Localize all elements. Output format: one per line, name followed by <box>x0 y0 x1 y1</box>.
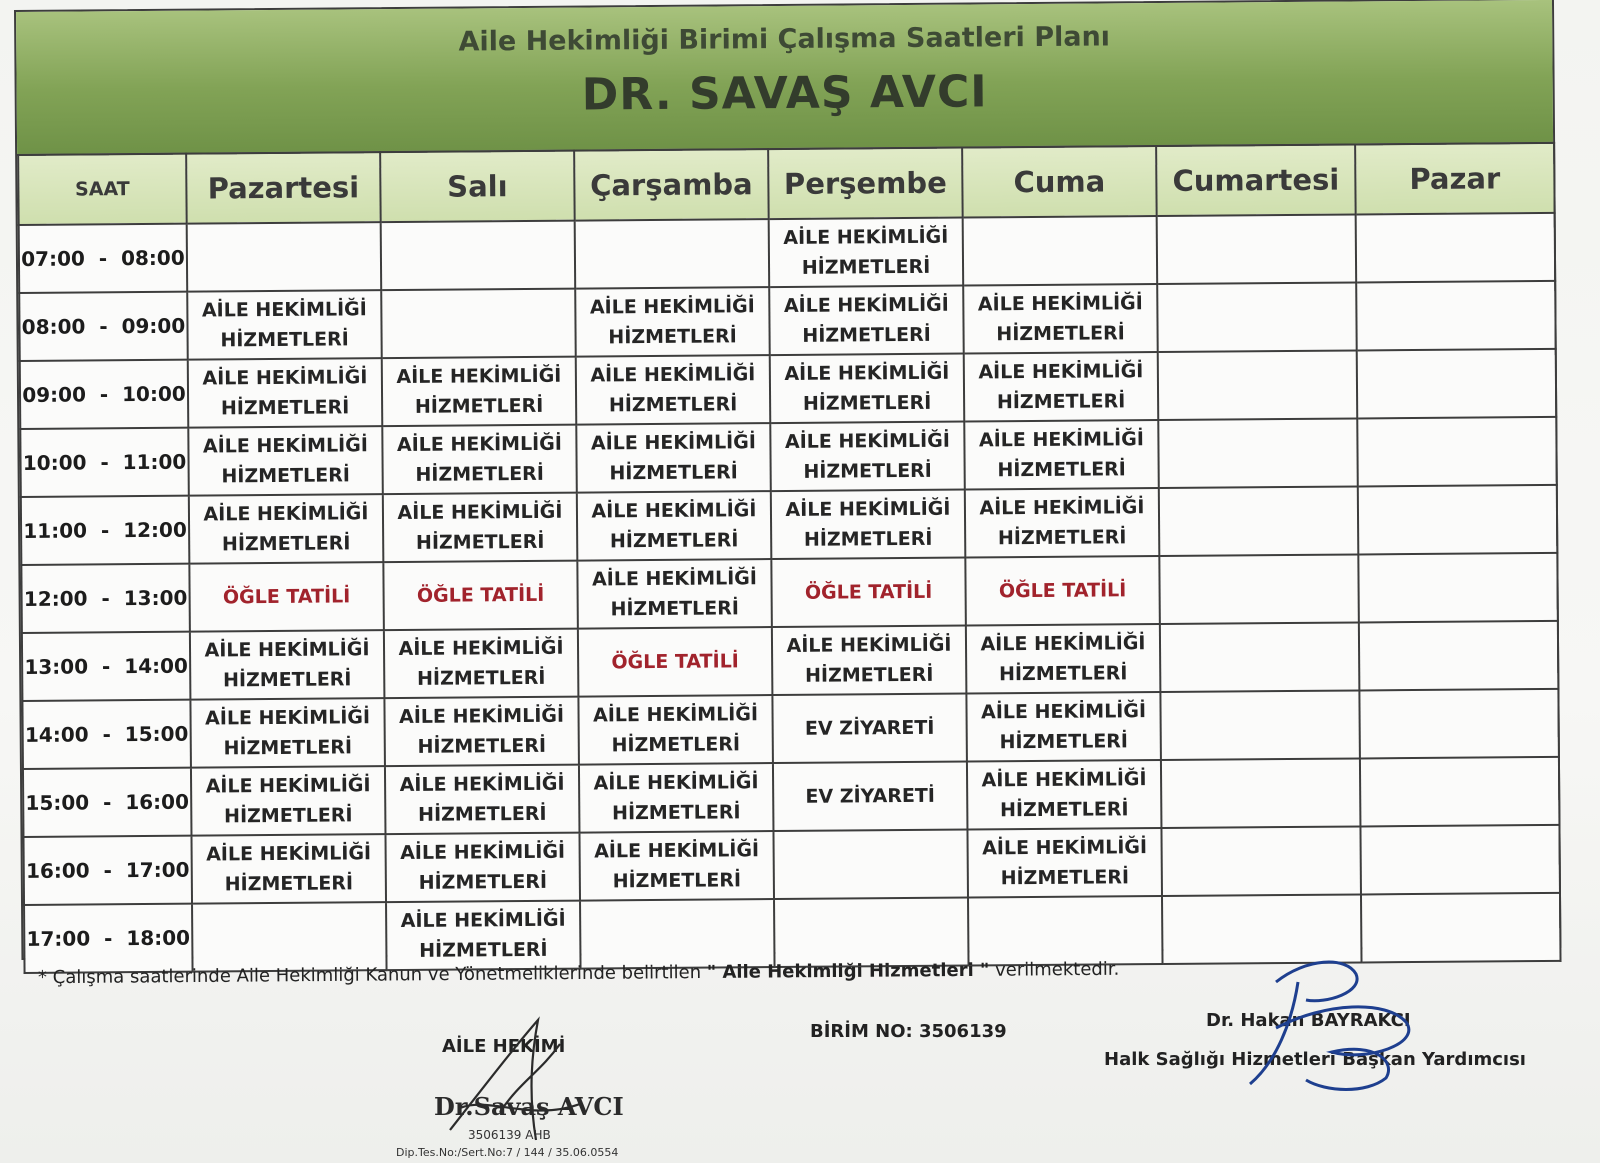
doctor-title: DR. SAVAŞ AVCI <box>581 66 988 121</box>
footnote-text: * Çalışma saatlerinde Aile Hekimliği Kanun ve Yönetmeliklerinde belirtilen <box>37 961 707 989</box>
schedule-cell-saturday <box>1160 622 1360 692</box>
stamp-diploma-number: Dip.Tes.No:/Sert.No:7 / 144 / 35.06.0554 <box>396 1146 619 1159</box>
schedule-cell-friday: ÖĞLE TATİLİ <box>965 556 1160 626</box>
time-slot: 08:00 - 09:00 <box>19 292 188 361</box>
schedule-cell-saturday <box>1157 282 1357 352</box>
column-header-sunday: Pazar <box>1355 143 1555 215</box>
schedule-cell-thursday: ÖĞLE TATİLİ <box>771 558 966 628</box>
time-slot: 07:00 - 08:00 <box>19 224 188 293</box>
schedule-cell-monday <box>192 902 387 972</box>
schedule-cell-tuesday: AİLE HEKİMLİĞİ HİZMETLERİ <box>386 901 581 971</box>
schedule-cell-friday: AİLE HEKİMLİĞİ HİZMETLERİ <box>964 352 1159 422</box>
schedule-cell-sunday <box>1356 213 1556 283</box>
column-header-thursday: Perşembe <box>768 148 963 220</box>
schedule-cell-monday: AİLE HEKİMLİĞİ HİZMETLERİ <box>187 290 382 360</box>
schedule-cell-tuesday: AİLE HEKİMLİĞİ HİZMETLERİ <box>383 493 578 563</box>
schedule-cell-sunday <box>1359 621 1559 691</box>
table-row <box>23 825 1559 905</box>
schedule-cell-monday: ÖĞLE TATİLİ <box>189 562 384 632</box>
schedule-cell-friday: AİLE HEKİMLİĞİ HİZMETLERİ <box>965 488 1160 558</box>
table-row <box>23 757 1559 837</box>
schedule-cell-monday: AİLE HEKİMLİĞİ HİZMETLERİ <box>188 426 383 496</box>
schedule-cell-wednesday: AİLE HEKİMLİĞİ HİZMETLERİ <box>578 695 773 765</box>
time-slot: 17:00 - 18:00 <box>24 904 193 973</box>
schedule-cell-wednesday: AİLE HEKİMLİĞİ HİZMETLERİ <box>576 355 771 425</box>
column-header-tuesday: Salı <box>380 151 575 223</box>
schedule-cell-tuesday: AİLE HEKİMLİĞİ HİZMETLERİ <box>384 629 579 699</box>
column-header-saturday: Cumartesi <box>1156 144 1356 216</box>
schedule-cell-thursday: AİLE HEKİMLİĞİ HİZMETLERİ <box>770 422 965 492</box>
schedule-cell-friday <box>963 216 1158 286</box>
schedule-cell-sunday <box>1360 825 1560 895</box>
schedule-cell-friday: AİLE HEKİMLİĞİ HİZMETLERİ <box>966 692 1161 762</box>
schedule-cell-tuesday: AİLE HEKİMLİĞİ HİZMETLERİ <box>382 357 577 427</box>
column-header-wednesday: Çarşamba <box>574 149 769 221</box>
table-row <box>22 621 1558 701</box>
time-slot: 16:00 - 17:00 <box>23 836 192 905</box>
stamp-doctor-name: Dr.Savaş AVCI <box>434 1092 624 1121</box>
schedule-cell-wednesday: AİLE HEKİMLİĞİ HİZMETLERİ <box>575 287 770 357</box>
schedule-cell-tuesday: AİLE HEKİMLİĞİ HİZMETLERİ <box>384 697 579 767</box>
column-header-monday: Pazartesi <box>186 152 381 224</box>
schedule-cell-saturday <box>1159 486 1359 556</box>
schedule-cell-thursday <box>774 898 969 968</box>
schedule-table <box>17 142 1561 974</box>
family-doctor-label: AİLE HEKİMİ <box>442 1036 566 1057</box>
time-slot: 14:00 - 15:00 <box>22 700 191 769</box>
schedule-cell-friday: AİLE HEKİMLİĞİ HİZMETLERİ <box>967 828 1162 898</box>
schedule-cell-wednesday: AİLE HEKİMLİĞİ HİZMETLERİ <box>576 423 771 493</box>
schedule-cell-sunday <box>1359 689 1559 759</box>
schedule-cell-monday: AİLE HEKİMLİĞİ HİZMETLERİ <box>188 358 383 428</box>
stamp-unit-code: 3506139 AHB <box>468 1128 551 1142</box>
table-row <box>20 417 1556 497</box>
schedule-cell-wednesday <box>575 219 770 289</box>
schedule-cell-thursday: EV ZİYARETİ <box>773 762 968 832</box>
schedule-cell-wednesday: AİLE HEKİMLİĞİ HİZMETLERİ <box>577 491 772 561</box>
schedule-cell-monday: AİLE HEKİMLİĞİ HİZMETLERİ <box>190 698 385 768</box>
schedule-cell-monday <box>187 222 382 292</box>
column-header-time: SAAT <box>18 154 187 225</box>
schedule-cell-tuesday <box>381 221 576 291</box>
table-row <box>21 553 1557 633</box>
schedule-cell-wednesday: ÖĞLE TATİLİ <box>578 627 773 697</box>
schedule-cell-tuesday: ÖĞLE TATİLİ <box>383 561 578 631</box>
schedule-body <box>19 213 1561 973</box>
deputy-title: Halk Sağlığı Hizmetleri Başkan Yardımcısı <box>1104 1049 1526 1070</box>
schedule-cell-thursday: AİLE HEKİMLİĞİ HİZMETLERİ <box>769 218 964 288</box>
schedule-cell-saturday <box>1158 350 1358 420</box>
schedule-cell-saturday <box>1160 690 1360 760</box>
time-slot: 11:00 - 12:00 <box>21 496 190 565</box>
schedule-cell-saturday <box>1161 758 1361 828</box>
table-row <box>19 213 1555 293</box>
time-slot: 10:00 - 11:00 <box>20 428 189 497</box>
schedule-cell-sunday <box>1360 757 1560 827</box>
schedule-cell-thursday: AİLE HEKİMLİĞİ HİZMETLERİ <box>769 286 964 356</box>
schedule-cell-friday: AİLE HEKİMLİĞİ HİZMETLERİ <box>963 284 1158 354</box>
schedule-cell-sunday <box>1358 553 1558 623</box>
schedule-cell-saturday <box>1162 894 1362 964</box>
schedule-cell-wednesday: AİLE HEKİMLİĞİ HİZMETLERİ <box>577 559 772 629</box>
table-row <box>20 349 1556 429</box>
header-row <box>18 143 1555 225</box>
schedule-cell-saturday <box>1159 554 1359 624</box>
schedule-cell-thursday: EV ZİYARETİ <box>772 694 967 764</box>
schedule-cell-thursday: AİLE HEKİMLİĞİ HİZMETLERİ <box>772 626 967 696</box>
schedule-cell-wednesday: AİLE HEKİMLİĞİ HİZMETLERİ <box>579 763 774 833</box>
schedule-cell-wednesday <box>580 899 775 969</box>
unit-number: BİRİM NO: 3506139 <box>810 1021 1007 1042</box>
schedule-cell-monday: AİLE HEKİMLİĞİ HİZMETLERİ <box>190 630 385 700</box>
table-row <box>21 485 1557 565</box>
schedule-cell-thursday: AİLE HEKİMLİĞİ HİZMETLERİ <box>770 354 965 424</box>
schedule-cell-tuesday <box>381 289 576 359</box>
schedule-cell-monday: AİLE HEKİMLİĞİ HİZMETLERİ <box>191 766 386 836</box>
schedule-cell-saturday <box>1158 418 1358 488</box>
schedule-cell-friday: AİLE HEKİMLİĞİ HİZMETLERİ <box>967 760 1162 830</box>
deputy-name: Dr. Hakan BAYRAKCI <box>1206 1010 1411 1031</box>
time-slot: 13:00 - 14:00 <box>22 632 191 701</box>
schedule-cell-thursday <box>773 830 968 900</box>
schedule-cell-friday <box>968 896 1163 966</box>
footnote-bold: " Aile Hekimliği Hizmetleri " <box>706 959 990 983</box>
schedule-cell-tuesday: AİLE HEKİMLİĞİ HİZMETLERİ <box>385 833 580 903</box>
schedule-cell-saturday <box>1161 826 1361 896</box>
time-slot: 09:00 - 10:00 <box>20 360 189 429</box>
footnote-suffix: verilmektedir. <box>989 958 1120 981</box>
schedule-cell-sunday <box>1357 417 1557 487</box>
schedule-frame <box>14 0 1561 960</box>
title-banner <box>16 0 1553 156</box>
schedule-cell-sunday <box>1356 281 1556 351</box>
schedule-cell-monday: AİLE HEKİMLİĞİ HİZMETLERİ <box>191 834 386 904</box>
column-header-friday: Cuma <box>962 146 1157 218</box>
schedule-cell-thursday: AİLE HEKİMLİĞİ HİZMETLERİ <box>771 490 966 560</box>
schedule-cell-sunday <box>1361 893 1561 963</box>
schedule-cell-sunday <box>1357 349 1557 419</box>
schedule-cell-friday: AİLE HEKİMLİĞİ HİZMETLERİ <box>964 420 1159 490</box>
schedule-cell-tuesday: AİLE HEKİMLİĞİ HİZMETLERİ <box>382 425 577 495</box>
time-slot: 12:00 - 13:00 <box>21 564 190 633</box>
schedule-cell-saturday <box>1157 214 1357 284</box>
schedule-cell-tuesday: AİLE HEKİMLİĞİ HİZMETLERİ <box>385 765 580 835</box>
table-row <box>22 689 1558 769</box>
table-row <box>19 281 1555 361</box>
time-slot: 15:00 - 16:00 <box>23 768 192 837</box>
schedule-cell-friday: AİLE HEKİMLİĞİ HİZMETLERİ <box>966 624 1161 694</box>
schedule-cell-wednesday: AİLE HEKİMLİĞİ HİZMETLERİ <box>579 831 774 901</box>
schedule-subtitle: Aile Hekimliği Birimi Çalışma Saatleri Planı <box>458 21 1111 58</box>
schedule-cell-sunday <box>1358 485 1558 555</box>
schedule-cell-monday: AİLE HEKİMLİĞİ HİZMETLERİ <box>189 494 384 564</box>
